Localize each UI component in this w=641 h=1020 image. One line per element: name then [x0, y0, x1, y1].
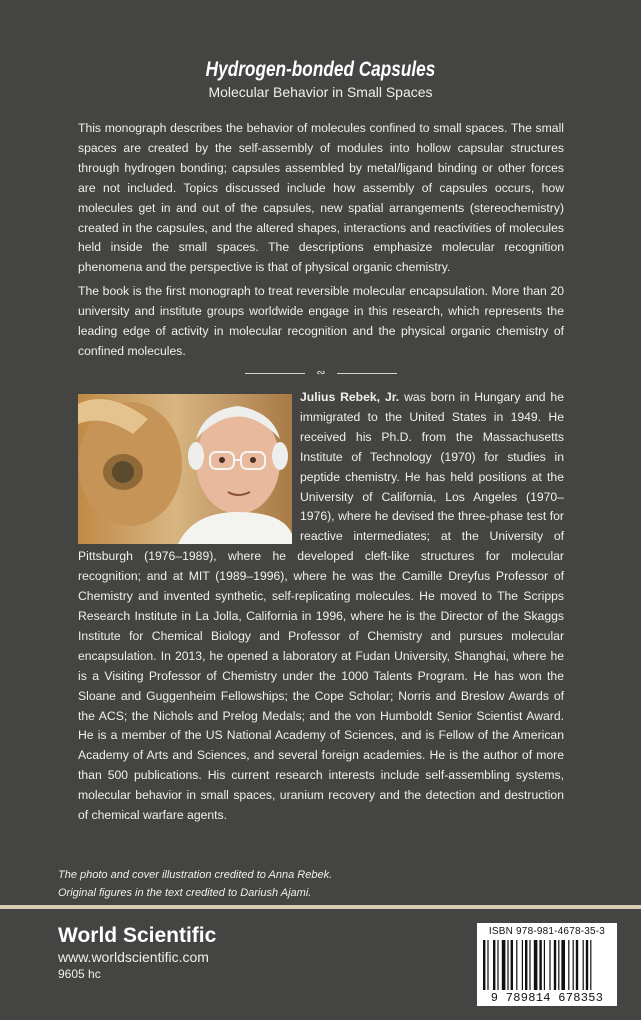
- footer-divider: [0, 905, 641, 909]
- ornament-divider: [245, 366, 397, 380]
- barcode: [477, 923, 617, 1006]
- isbn-label: ISBN 978-981-4678-35-3: [488, 926, 606, 937]
- image-credits: [58, 866, 332, 902]
- publisher-block: [58, 924, 216, 981]
- description-paragraph-2: The book is the first monograph to treat reversible molecular encapsulation. More than 20 university and institute groups worldwide engage in this research, which represents the leading edge of activity in molecular recognition and the physical organic chemistry of confined molecules.: [78, 284, 564, 358]
- book-title: Hydrogen-bonded Capsules: [205, 58, 436, 81]
- barcode-digits: 9 789814 678353: [490, 991, 604, 1005]
- figures-credit: Original figures in the text credited to Dariush Ajami.: [58, 887, 312, 899]
- author-name: Julius Rebek, Jr.: [300, 390, 400, 404]
- book-subtitle: Molecular Behavior in Small Spaces: [208, 84, 433, 100]
- title-block: [0, 58, 641, 100]
- barcode-bars: [483, 940, 611, 990]
- description-paragraph-1: This monograph describes the behavior of molecules confined to small spaces. The small spaces are created by the self-assembly of modules into hollow capsular structures through hydrogen bonding; capsules assembled by metal/ligand binding or other forces are not included. Topics discussed include how assembly of capsules occurs, how molecules get in and out of the capsules, new spatial arrangements (stereochemistry) created in the capsules, and the altered shapes, interactions and reactivities of molecules held inside the small spaces. The descriptions emphasize molecular recognition phenomena and the perspective is that of physical organic chemistry.: [78, 121, 564, 275]
- publisher-name: World Scientific: [58, 924, 217, 947]
- author-bio-text: was born in Hungary and he immigrated to the United States in 1949. He received his Ph.D. from the Massachusetts Institute of Technology (1970) for studies in peptide chemistry. He has held positions at the University of California, Los Angeles (1970–1976), where he devised the three-phase test for reactive intermediates; at the University of Pittsburgh (1976–1989), where he developed cleft-like structures for molecular recognition; and at MIT (1989–1996), where he was the Camille Dreyfus Professor of Chemistry and invented synthetic, self-replicating molecules. He moved to The Scripps Research Institute in La Jolla, California in 1996, where he is the Director of the Skaggs Institute for Chemical Biology and Professor of Chemistry and pursues molecular encapsulation. In 2013, he opened a laboratory at Fudan University, Shanghai, where he is a Visiting Professor of Chemistry under the 1000 Talents Program. He has won the Sloane and Guggenheim Fellowships; the Cope Scholar; Norris and Breslow Awards of the ACS; the Nichols and Prelog Medals; and the von Humboldt Senior Scientist Award. He is a member of the US National Academy of Sciences, and is Fellow of the American Academy of Arts and Sciences, and several foreign academies. He is the author of more than 500 publications. His current research interests include self-assembling systems, molecular behavior in small spaces, uranium recovery and the detection and destruction of chemical warfare agents.: [78, 390, 564, 823]
- product-code: 9605 hc: [58, 967, 101, 981]
- flourish-icon: ∾: [316, 367, 326, 379]
- author-bio: [78, 388, 564, 826]
- publisher-url[interactable]: www.worldscientific.com: [58, 949, 209, 965]
- photo-credit: The photo and cover illustration credited to Anna Rebek.: [58, 869, 333, 881]
